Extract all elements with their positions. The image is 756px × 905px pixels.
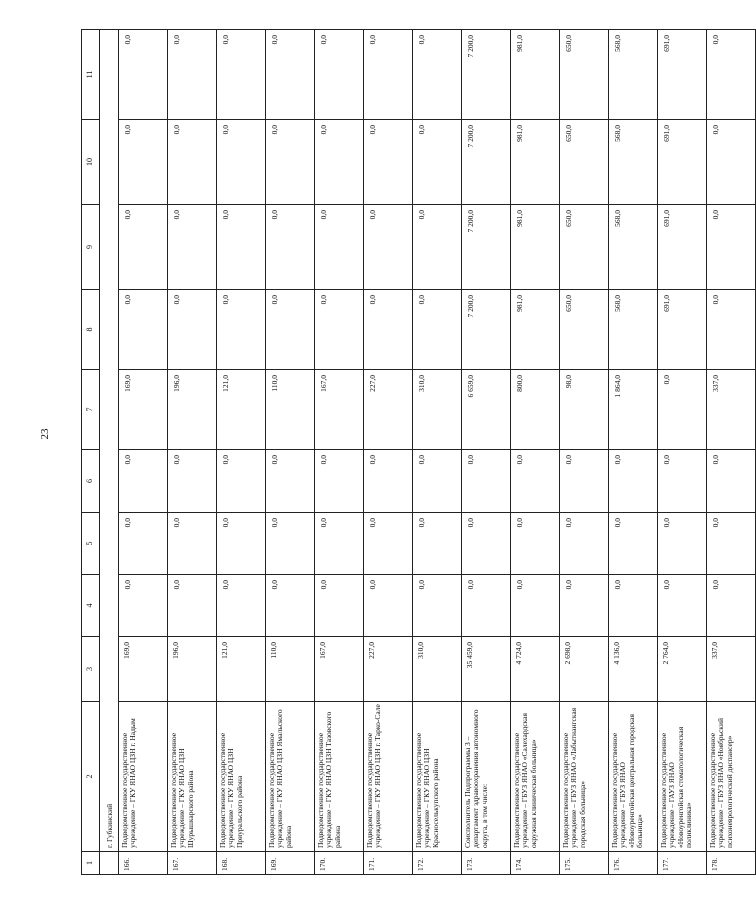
row-number: 168. — [217, 852, 266, 875]
value-cell: 0,0 — [413, 30, 462, 120]
value-cell: 691,0 — [658, 120, 707, 205]
value-cell: 98,0 — [560, 370, 609, 450]
budget-table — [81, 29, 756, 875]
row-name: Подведомственное государственное учреждение – ГКУ ЯНАО ЦЗН Приуральского района — [217, 702, 266, 852]
value-cell: 0,0 — [511, 450, 560, 513]
row-name: Подведомственное государственное учреждение – ГКУ ЯНАО ЦЗН Ямальского района — [266, 702, 315, 852]
value-cell: 568,0 — [609, 205, 658, 290]
value-cell: 0,0 — [707, 575, 756, 637]
header-cell: 2 — [82, 702, 100, 852]
row-number: 175. — [560, 852, 609, 875]
header-cell: 4 — [82, 575, 100, 637]
value-cell: 4 724,0 — [511, 637, 560, 702]
value-cell: 568,0 — [609, 290, 658, 370]
value-cell: 981,0 — [511, 30, 560, 120]
table-body — [82, 30, 756, 875]
value-cell: 0,0 — [119, 513, 168, 575]
value-cell: 0,0 — [364, 30, 413, 120]
value-cell: 691,0 — [658, 290, 707, 370]
value-cell: 0,0 — [707, 120, 756, 205]
value-cell: 0,0 — [364, 450, 413, 513]
value-cell: 169,0 — [119, 370, 168, 450]
value-cell: 196,0 — [168, 637, 217, 702]
value-cell: 0,0 — [315, 513, 364, 575]
row-number: 176. — [609, 852, 658, 875]
row-number: 177. — [658, 852, 707, 875]
value-cell: 0,0 — [413, 513, 462, 575]
value-cell: 0,0 — [413, 205, 462, 290]
table-row — [168, 30, 217, 875]
value-cell: 0,0 — [119, 575, 168, 637]
table-row — [707, 30, 756, 875]
value-cell: 0,0 — [609, 450, 658, 513]
table-row — [413, 30, 462, 875]
row-number: 173. — [462, 852, 511, 875]
value-cell: 1 864,0 — [609, 370, 658, 450]
value-cell: 0,0 — [168, 450, 217, 513]
row-name: Подведомственное государственное учреждение – ГКУ ЯНАО ЦЗН Красноселькупского района — [413, 702, 462, 852]
header-cell: 1 — [82, 852, 100, 875]
value-cell: 0,0 — [168, 513, 217, 575]
row-number: 178. — [707, 852, 756, 875]
value-cell: 691,0 — [658, 30, 707, 120]
value-cell: 0,0 — [609, 513, 658, 575]
header-cell: 9 — [82, 205, 100, 290]
section-title: г. Губкинский — [100, 30, 119, 852]
header-cell: 7 — [82, 370, 100, 450]
value-cell: 650,0 — [560, 205, 609, 290]
value-cell: 0,0 — [266, 513, 315, 575]
value-cell: 0,0 — [658, 575, 707, 637]
value-cell: 0,0 — [462, 450, 511, 513]
value-cell: 0,0 — [462, 575, 511, 637]
value-cell: 0,0 — [217, 575, 266, 637]
value-cell: 0,0 — [560, 513, 609, 575]
table-row — [609, 30, 658, 875]
value-cell: 0,0 — [364, 290, 413, 370]
row-name: Подведомственное государственное учреждение – ГБУЗ ЯНАО «Салехардская окружная клиническая больница» — [511, 702, 560, 852]
value-cell: 981,0 — [511, 120, 560, 205]
table-row — [462, 30, 511, 875]
value-cell: 0,0 — [266, 120, 315, 205]
row-number: 169. — [266, 852, 315, 875]
header-row — [82, 30, 100, 875]
row-number: 167. — [168, 852, 217, 875]
table-row — [511, 30, 560, 875]
value-cell: 0,0 — [217, 290, 266, 370]
value-cell: 0,0 — [462, 513, 511, 575]
value-cell: 227,0 — [364, 370, 413, 450]
value-cell: 0,0 — [266, 575, 315, 637]
row-name: Подведомственное государственное учреждение – ГКУ ЯНАО ЦЗН г. Надым — [119, 702, 168, 852]
value-cell: 110,0 — [266, 637, 315, 702]
row-number: 171. — [364, 852, 413, 875]
value-cell: 0,0 — [266, 290, 315, 370]
value-cell: 0,0 — [658, 370, 707, 450]
value-cell: 0,0 — [168, 205, 217, 290]
value-cell: 650,0 — [560, 120, 609, 205]
value-cell: 2 764,0 — [658, 637, 707, 702]
value-cell: 121,0 — [217, 637, 266, 702]
header-cell: 10 — [82, 120, 100, 205]
value-cell: 0,0 — [168, 290, 217, 370]
row-name: Подведомственное государственное учреждение – ГБУЗ ЯНАО «Ноябрьский психоневрологический диспансер» — [707, 702, 756, 852]
value-cell: 121,0 — [217, 370, 266, 450]
value-cell: 0,0 — [119, 450, 168, 513]
value-cell: 0,0 — [707, 205, 756, 290]
value-cell: 310,0 — [413, 637, 462, 702]
value-cell: 0,0 — [217, 205, 266, 290]
value-cell: 196,0 — [168, 370, 217, 450]
row-number: 166. — [119, 852, 168, 875]
value-cell: 0,0 — [168, 120, 217, 205]
value-cell: 0,0 — [217, 450, 266, 513]
table-row — [364, 30, 413, 875]
row-number: 172. — [413, 852, 462, 875]
value-cell: 0,0 — [217, 513, 266, 575]
value-cell: 0,0 — [364, 513, 413, 575]
value-cell: 0,0 — [315, 450, 364, 513]
value-cell: 691,0 — [658, 205, 707, 290]
value-cell: 0,0 — [707, 290, 756, 370]
value-cell: 0,0 — [707, 30, 756, 120]
value-cell: 0,0 — [266, 205, 315, 290]
row-name: Подведомственное государственное учреждение – ГБУЗ ЯНАО «Новоуренгойская центральная городская больница» — [609, 702, 658, 852]
value-cell: 0,0 — [315, 290, 364, 370]
value-cell: 0,0 — [168, 575, 217, 637]
value-cell: 0,0 — [266, 30, 315, 120]
value-cell: 4 136,0 — [609, 637, 658, 702]
row-name: Подведомственное государственное учреждение – ГАУЗ ЯНАО «Новоуренгойская стоматологическая поликлиника» — [658, 702, 707, 852]
value-cell: 0,0 — [560, 575, 609, 637]
value-cell: 6 659,0 — [462, 370, 511, 450]
value-cell: 0,0 — [413, 450, 462, 513]
header-cell: 3 — [82, 637, 100, 702]
header-cell: 11 — [82, 30, 100, 120]
value-cell: 337,0 — [707, 637, 756, 702]
value-cell: 337,0 — [707, 370, 756, 450]
value-cell: 7 200,0 — [462, 290, 511, 370]
value-cell: 0,0 — [707, 513, 756, 575]
value-cell: 0,0 — [609, 575, 658, 637]
value-cell: 0,0 — [119, 30, 168, 120]
value-cell: 0,0 — [119, 290, 168, 370]
row-number: 174. — [511, 852, 560, 875]
value-cell: 0,0 — [119, 205, 168, 290]
rotated-table-container — [81, 30, 734, 875]
value-cell: 0,0 — [315, 575, 364, 637]
value-cell: 169,0 — [119, 637, 168, 702]
value-cell: 0,0 — [560, 450, 609, 513]
header-cell: 8 — [82, 290, 100, 370]
value-cell: 0,0 — [413, 575, 462, 637]
value-cell: 0,0 — [168, 30, 217, 120]
value-cell: 0,0 — [364, 575, 413, 637]
table-row — [217, 30, 266, 875]
value-cell: 7 200,0 — [462, 30, 511, 120]
value-cell: 0,0 — [315, 205, 364, 290]
value-cell: 110,0 — [266, 370, 315, 450]
value-cell: 0,0 — [119, 120, 168, 205]
value-cell: 981,0 — [511, 290, 560, 370]
value-cell: 0,0 — [217, 30, 266, 120]
value-cell: 2 698,0 — [560, 637, 609, 702]
value-cell: 0,0 — [413, 290, 462, 370]
value-cell: 568,0 — [609, 30, 658, 120]
value-cell: 0,0 — [511, 513, 560, 575]
value-cell: 0,0 — [217, 120, 266, 205]
value-cell: 0,0 — [315, 30, 364, 120]
section-row — [100, 30, 119, 875]
value-cell: 800,0 — [511, 370, 560, 450]
header-cell: 5 — [82, 513, 100, 575]
row-name: Подведомственное государственное учреждение – ГКУ ЯНАО ЦЗН г. Тарко-Сале — [364, 702, 413, 852]
value-cell: 0,0 — [364, 205, 413, 290]
value-cell: 227,0 — [364, 637, 413, 702]
table-row — [266, 30, 315, 875]
value-cell: 0,0 — [707, 450, 756, 513]
table-row — [560, 30, 609, 875]
row-number: 170. — [315, 852, 364, 875]
value-cell: 650,0 — [560, 30, 609, 120]
row-name: Подведомственное государственное учреждение – ГКУ ЯНАО ЦЗН Тазовского района — [315, 702, 364, 852]
value-cell: 0,0 — [511, 575, 560, 637]
table-row — [658, 30, 707, 875]
row-name: Подведомственное государственное учреждение – ГКУ ЯНАО ЦЗН Шурышкарского района — [168, 702, 217, 852]
value-cell: 0,0 — [658, 513, 707, 575]
value-cell: 650,0 — [560, 290, 609, 370]
header-cell: 6 — [82, 450, 100, 513]
value-cell: 167,0 — [315, 637, 364, 702]
value-cell: 167,0 — [315, 370, 364, 450]
value-cell: 0,0 — [658, 450, 707, 513]
value-cell: 7 200,0 — [462, 205, 511, 290]
row-name: Подведомственное государственное учреждение – ГБУЗ ЯНАО «Лабытнангская городская больница» — [560, 702, 609, 852]
value-cell: 981,0 — [511, 205, 560, 290]
value-cell: 310,0 — [413, 370, 462, 450]
value-cell: 35 459,0 — [462, 637, 511, 702]
value-cell: 0,0 — [266, 450, 315, 513]
row-name: Соисполнитель Подпрограммы 3 – департамент здравоохранения автономного округа, в том числе: — [462, 702, 511, 852]
table-row — [315, 30, 364, 875]
value-cell: 0,0 — [413, 120, 462, 205]
page-number: 23 — [39, 428, 51, 440]
value-cell: 0,0 — [315, 120, 364, 205]
value-cell: 0,0 — [364, 120, 413, 205]
value-cell: 568,0 — [609, 120, 658, 205]
value-cell: 7 200,0 — [462, 120, 511, 205]
table-row — [119, 30, 168, 875]
